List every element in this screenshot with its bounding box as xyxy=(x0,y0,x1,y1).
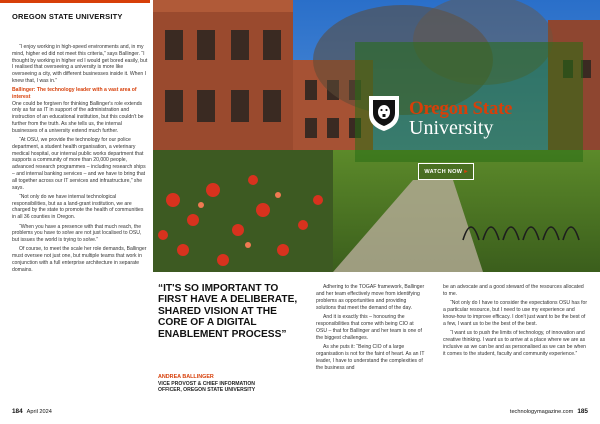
folio-right xyxy=(510,408,588,415)
logo-wordmark-line1: Oregon State xyxy=(409,98,513,119)
folio-left xyxy=(12,408,52,415)
paragraph: “I enjoy working in high-speed environments and, in my mind, higher ed did not meet this criteria,” says Ballinger. “I thought by working in higher ed I would get bored easily, but I realised that overseeing a university is more like overseeing a city, with different businesses inside it. When I knew that, I was in.” xyxy=(12,44,148,84)
header-accent-bar xyxy=(0,0,150,3)
logo-wordmark-line2: University xyxy=(409,117,494,139)
paragraph: Adhering to the TOGAF framework, Ballinger and her team effectively move from identifying problems as opportunities and providing solutions that meet the demand of the day. xyxy=(316,284,425,311)
page-number-left: 184 xyxy=(12,408,23,415)
paragraph: “I want us to push the limits of technology, of innovation and creative thinking. I want us to arrive at a place where we are as inclusive as we can be and as personalised as we can be when it comes to the student, faculty and community experience.” xyxy=(443,330,586,358)
paragraph: “Not only do we have internal technological responsibilities, but as a land-grant institution, we are charged by the state to promote the health of communities in all 36 counties in Oregon. xyxy=(12,193,144,221)
attribution-name: ANDREA BALLINGER xyxy=(158,374,214,380)
paragraph: As she puts it: “Being CIO of a large organisation is not for the faint of heart. As an IT leader, I have to understand the complexities of the business and xyxy=(316,344,425,371)
watch-now-label: WATCH NOW xyxy=(424,168,463,175)
attribution-role: VICE PROVOST & CHIEF INFORMATION OFFICER, OREGON STATE UNIVERSITY xyxy=(158,381,256,394)
watch-now-button[interactable] xyxy=(418,163,474,180)
paragraph: One could be forgiven for thinking Ballinger's role extends only as far as IT in support of the administration and instruction of an educational institution, but this couldn't be further from the truth. As she tells us, the internal businesses of a university extend much further. xyxy=(12,100,144,134)
pull-quote: “IT'S SO IMPORTANT TO FIRST HAVE A DELIBERATE, SHARED VISION AT THE CORE OF A DIGITAL ENABLEMENT PROCESS” xyxy=(158,283,298,340)
beaver-logo-icon xyxy=(365,92,403,137)
paragraph: “When you have a presence with that much reach, the problems you have to solve are not just localised to OSU, but issues the world is trying to solve.” xyxy=(12,223,142,244)
paragraph: “At OSU, we provide the technology for our police department, a student health organisation, a veterinary medical hospital, our internal public works department that supports a community of more than 20,000 people, advanced research programmes – including research ships – and internal banking services – and we have to bring that all together across our IT services and infrastructure,” she says. xyxy=(12,137,146,191)
paragraph: And it is exactly this – honouring the responsibilities that come with being CIO at OSU – that for Ballinger and her team is one of the biggest challenges. xyxy=(316,314,422,341)
left-text-column xyxy=(12,44,148,276)
play-arrow-icon: ▸ xyxy=(464,169,468,175)
paragraph: Of course, to meet the scale her role demands, Ballinger must oversee not just one, but multiple teams that work in conjunction with a full enterprise architecture in separate domains. xyxy=(12,246,147,273)
subhead: Ballinger: The technology leader with a vast area of interest xyxy=(12,87,137,100)
issue-date: April 2024 xyxy=(26,409,52,415)
section-label: OREGON STATE UNIVERSITY xyxy=(12,12,123,21)
middle-text-column xyxy=(316,284,426,374)
page-number-right: 185 xyxy=(577,408,588,415)
right-text-column xyxy=(443,284,589,361)
paragraph: be an advocate and a good steward of the resources allocated to me. xyxy=(443,284,584,297)
paragraph: “Not only do I have to consider the expectations OSU has for a particular resource, but I need to use my experience and know-how to improve efficacy. I don't just want to be the best of a few, I want us to be the best of the best. xyxy=(443,300,588,327)
site-url[interactable]: technologymagazine.com xyxy=(509,409,574,415)
